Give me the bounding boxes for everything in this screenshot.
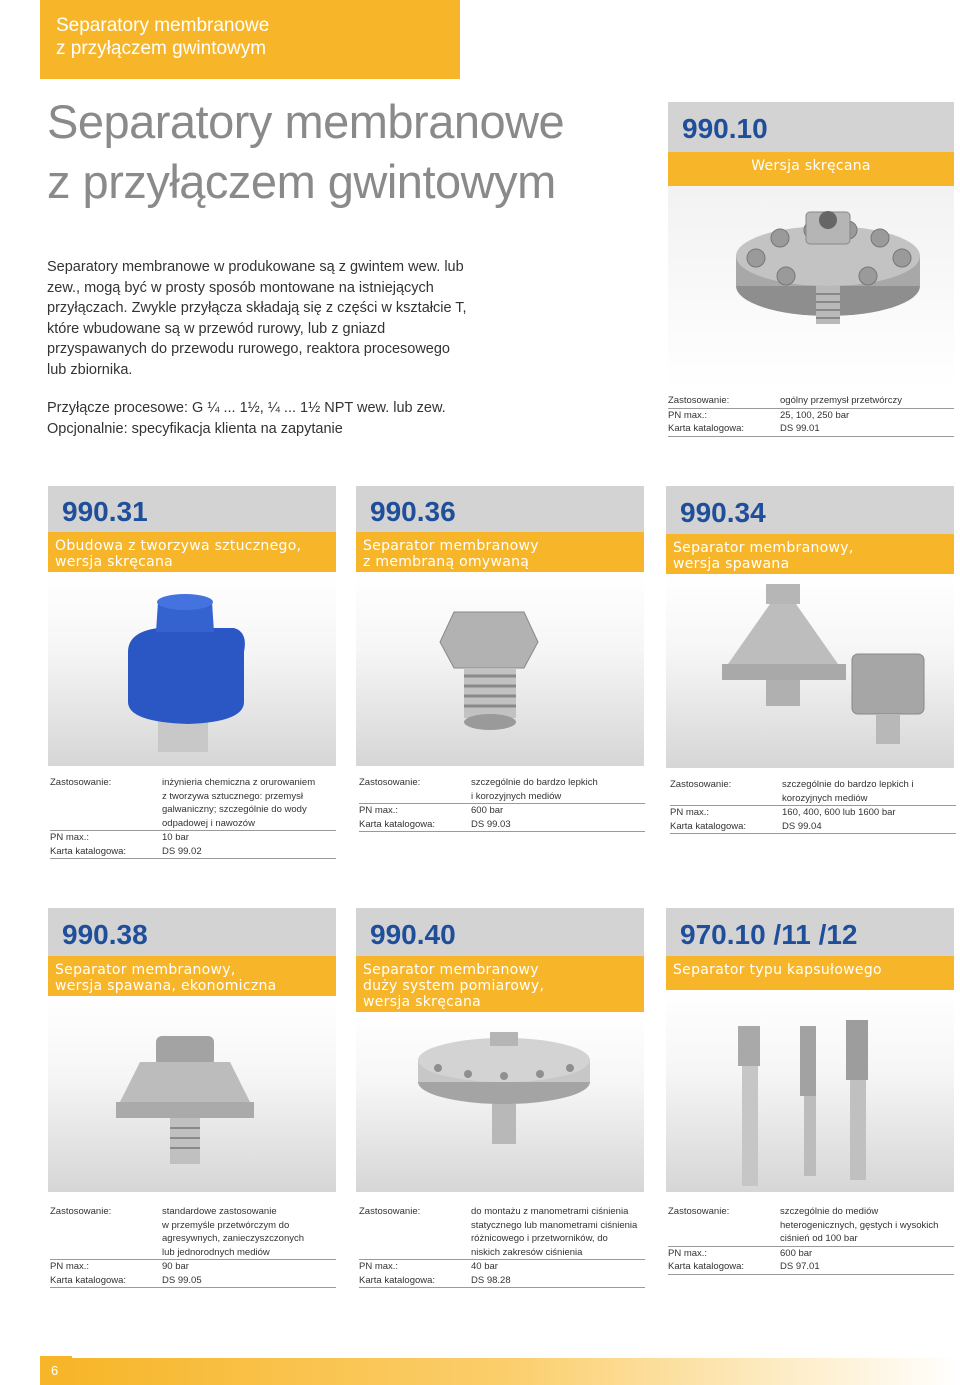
spec-row-catalog: Karta katalogowa: DS 99.03	[359, 818, 645, 833]
product-990-38	[48, 908, 336, 1192]
diaphragm-seal-flange-image	[668, 186, 954, 390]
spec-row-application: Zastosowanie: do montażu z manometrami ciśnienia statycznego lub manometrami ciśnienia różnicowego i przetworników, do niskich zakresów ciśnienia	[359, 1205, 645, 1260]
spec-row-application: Zastosowanie: szczególnie do bardzo lepkich i korozyjnych mediów	[670, 778, 956, 806]
flush-diaphragm-seal-image	[356, 572, 644, 766]
product-subtitle: Separator membranowy, wersja spawana	[666, 534, 954, 574]
capsule-seal-image	[666, 990, 954, 1192]
product-code: 990.31	[48, 486, 336, 532]
product-code: 990.10	[668, 102, 954, 152]
economic-welded-seal-image	[48, 996, 336, 1192]
spec-row-pn: PN max.: 600 bar	[668, 1247, 813, 1259]
footer-bar	[72, 1358, 960, 1385]
spec-row-catalog: Karta katalogowa: DS 99.02	[50, 845, 336, 860]
product-image	[668, 186, 954, 390]
product-subtitle: Separator membranowy, wersja spawana, ekonomiczna	[48, 956, 336, 996]
spec-row-catalog: Karta katalogowa: DS 97.01	[668, 1260, 954, 1275]
spec-row-catalog: Karta katalogowa: DS 99.04	[670, 820, 956, 835]
product-image	[48, 572, 336, 766]
specs-990-38	[50, 1205, 336, 1288]
product-code: 970.10 /11 /12	[666, 908, 954, 956]
product-subtitle: Obudowa z tworzywa sztucznego, wersja skręcana	[48, 532, 336, 572]
product-990-40	[356, 908, 644, 1192]
product-990-10	[668, 102, 954, 390]
process-info	[47, 398, 477, 439]
product-subtitle: Separator membranowy z membraną omywaną	[356, 532, 644, 572]
header-tab-title: Separatory membranowe z przyłączem gwintowym	[56, 15, 270, 59]
product-990-31	[48, 486, 336, 766]
product-image	[48, 996, 336, 1192]
header-tab	[40, 0, 460, 79]
spec-row-pn: PN max.: 600 bar	[359, 805, 504, 816]
product-subtitle: Separator typu kapsułowego	[666, 956, 954, 990]
specs-970-10	[668, 1205, 954, 1275]
product-subtitle: Separator membranowy duży system pomiarowy, wersja skręcana	[356, 956, 644, 1012]
product-code: 990.38	[48, 908, 336, 956]
spec-row-application: Zastosowanie: standardowe zastosowanie w przemyśle przetwórczym do agresywnych, zanieczyszczonych lub jednorodnych mediów	[50, 1205, 336, 1260]
specs-990-36	[359, 776, 645, 832]
spec-row-application: Zastosowanie: inżynieria chemiczna z orurowaniem z tworzywa sztucznego: przemysł galwaniczny; szczególnie do wody odpadowej i nawozów	[50, 776, 336, 831]
spec-row-pn: PN max.: 40 bar	[359, 1261, 498, 1272]
product-subtitle: Wersja skręcana	[668, 152, 954, 186]
spec-row-catalog: Karta katalogowa: DS 98.28	[359, 1274, 645, 1289]
spec-row-pn: PN max.: 25, 100, 250 bar	[668, 409, 850, 421]
product-image	[666, 574, 954, 768]
product-990-36	[356, 486, 644, 766]
page-number: 6	[40, 1356, 72, 1385]
product-990-34	[666, 486, 954, 768]
product-970-10	[666, 908, 954, 1192]
spec-row-pn: PN max.: 10 bar	[50, 832, 189, 843]
plastic-seal-image	[48, 572, 336, 766]
page-description: Separatory membranowe w produkowane są z gwintem wew. lub zew., mogą być w prosty sposób montowane na istniejących przyłączach. Zwykle przyłącza składają się z części w kształcie T, które wbudowane są w przewód rurowy, lub z gniazd przyspawanych do przewodu rurowego, reaktora procesowego lub zbiornika.	[47, 259, 467, 378]
spec-row-catalog: Karta katalogowa: DS 99.01	[668, 422, 954, 437]
spec-row-pn: PN max.: 160, 400, 600 lub 1600 bar	[670, 807, 896, 818]
spec-row-application: Zastosowanie: szczególnie do mediów heterogenicznych, gęstych i wysokich ciśnień od 100 bar	[668, 1205, 954, 1247]
product-code: 990.40	[356, 908, 644, 956]
large-measuring-system-seal-image	[356, 1012, 644, 1192]
specs-990-34	[670, 778, 956, 834]
product-image	[356, 572, 644, 766]
product-code: 990.36	[356, 486, 644, 532]
specs-990-10	[668, 394, 954, 437]
product-image	[356, 1012, 644, 1192]
page-title: Separatory membranowe z przyłączem gwintowym	[47, 95, 565, 208]
specs-990-31	[50, 776, 336, 859]
product-code: 990.34	[666, 486, 954, 534]
specs-990-40	[359, 1205, 645, 1288]
welded-seal-image	[666, 574, 954, 768]
spec-row-application: Zastosowanie: szczególnie do bardzo lepkich i korozyjnych mediów	[359, 776, 645, 804]
spec-row-catalog: Karta katalogowa: DS 99.05	[50, 1274, 336, 1289]
spec-row-pn: PN max.: 90 bar	[50, 1261, 189, 1272]
process-connection: Przyłącze procesowe: G ¼ ... 1½, ¼ ... 1½ NPT wew. lub zew.	[47, 400, 446, 416]
product-image	[666, 990, 954, 1192]
spec-row-application: Zastosowanie: ogólny przemysł przetwórczy	[668, 394, 954, 409]
optional-spec: Opcjonalnie: specyfikacja klienta na zapytanie	[47, 420, 343, 437]
